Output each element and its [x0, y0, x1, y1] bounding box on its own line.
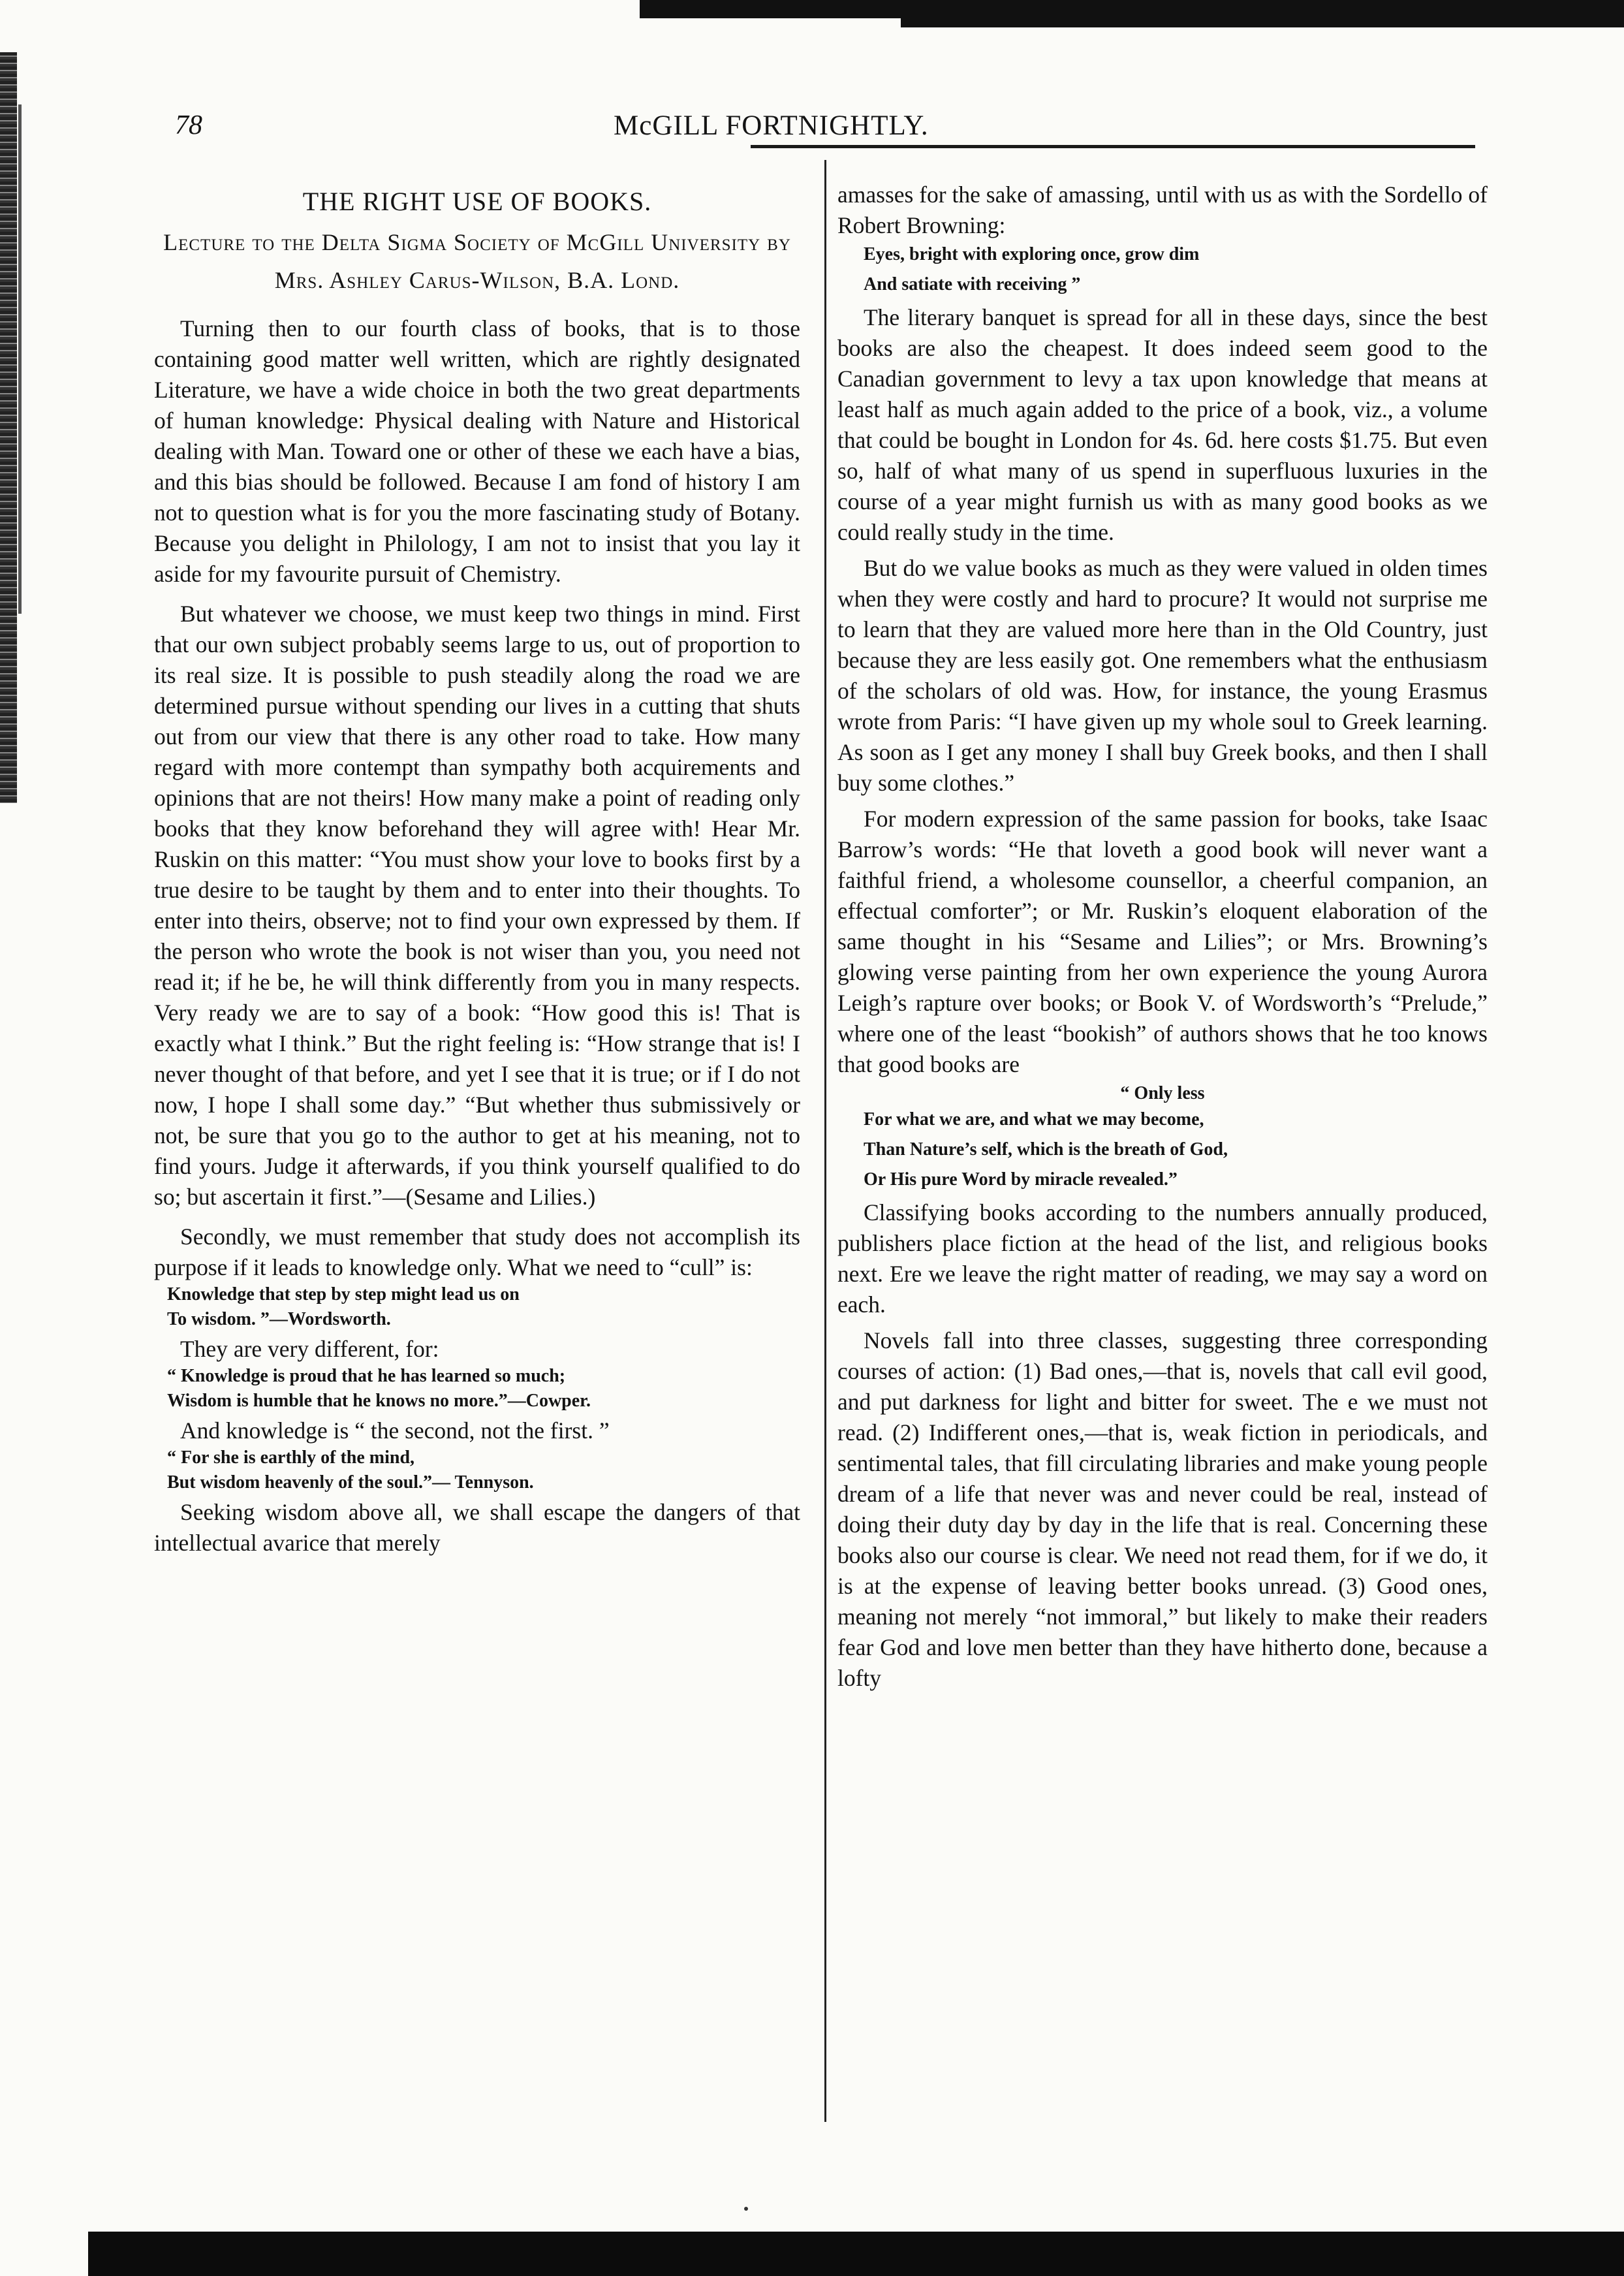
verse-line: Or His pure Word by miracle revealed.”: [864, 1169, 1178, 1190]
scan-edge-top: [640, 0, 1624, 18]
verse-line: Wisdom is humble that he knows no more.”—Cowper.: [167, 1391, 591, 1411]
paragraph: The literary banquet is spread for all in these days, since the best books are also the cheapest. It does indeed seem good to the Canadian government to levy a tax upon knowledge that means at least half as much again added to the price of a book, viz., a volume that could be bought in London for 4s. 6d. here costs $1.75. But even so, half of what many of us spend in superfluous luxuries in the course of a year might furnish us with as many good books as we could really study in the time.: [837, 304, 1488, 545]
verse-line: For what we are, and what we may become,: [864, 1109, 1204, 1130]
verse-line: Than Nature’s self, which is the breath of God,: [864, 1139, 1228, 1160]
scan-edge-bottom: [88, 2232, 1624, 2276]
page-header: [175, 110, 1471, 150]
verse-line: To wisdom. ”—Wordsworth.: [167, 1309, 391, 1329]
left-column: [154, 180, 800, 1558]
right-column: [837, 180, 1488, 1694]
paragraph: For modern expression of the same passion for books, take Isaac Barrow’s words: “He that loveth a good book will never want a faithful friend, a wholesome counsellor, a cheerful companion, an effectual comforter”; or Mr. Ruskin’s eloquent elaboration of the same thought in his “Sesame and Lilies”; or Mrs. Browning’s glowing verse painting from her own experience the young Aurora Leigh’s rapture over books; or Book V. of Wordsworth’s “Prelude,” where one of the least “bookish” of authors shows that he too knows that good books are: [837, 806, 1488, 1077]
verse-line: “ Only less: [1120, 1083, 1205, 1103]
verse-line: And satiate with receiving ”: [864, 274, 1081, 294]
print-speck: [744, 2207, 748, 2211]
verse-line: Knowledge that step by step might lead us on: [167, 1284, 520, 1304]
verse-line: But wisdom heavenly of the soul.”— Tennyson.: [167, 1472, 534, 1493]
paragraph: Seeking wisdom above all, we shall escape the dangers of that intellectual avarice that merely: [154, 1499, 800, 1556]
verse-line: “ For she is earthly of the mind,: [167, 1447, 415, 1468]
paragraph: amasses for the sake of amassing, until with us as with the Sordello of Robert Browning:: [837, 182, 1488, 238]
paragraph: Novels fall into three classes, suggesting three corresponding courses of action: (1) Bad ones,—that is, novels that call evil good, and put darkness for light and bitter for sweet. The e we must not read. (2) Indifferent ones,—that is, weak fiction in periodicals, and sentimental tales, that fill circulating libraries and make young people dream of a life that never was and never could be real, instead of doing their duty day by day in the life that is real. Concerning these books also our course is clear. We need not read them, for if we do, it is at the expense of leaving better books unread. (3) Good ones, meaning not merely “not immoral,” but likely to make their readers fear God and love men better than they have hitherto done, because a lofty: [837, 1327, 1488, 1691]
verse-line: Eyes, bright with exploring once, grow dim: [864, 244, 1200, 264]
page-number: 78: [175, 110, 202, 140]
article-subtitle: Lecture to the Delta Sigma Society of McGill University by Mrs. Ashley Carus-Wilson, B.A. Lond.: [163, 229, 791, 293]
paragraph: But whatever we choose, we must keep two things in mind. First that our own subject probably seems large to us, out of proportion to its real size. It is possible to push steadily along the road we are determined pursue without spending our lives in a cutting that shuts out from our view that there is any other road to take. How many regard with more contempt than sympathy both acquirements and opinions that are not theirs! How many make a point of reading only books that they know beforehand they will agree with! Hear Mr. Ruskin on this matter: “You must show your love to books first by a true desire to be taught by them and to enter into their thoughts. To enter into theirs, observe; not to find your own expressed by them. If the person who wrote the book is not wiser than you, you need not read it; if he be, he will think differently from you in many respects. Very ready we are to say of a book: “How good this is! That is exactly what I think.” But the right feeling is: “How strange that is! I never thought of that before, and yet I see that it is true; or if I do not now, I hope I shall some day.” “But whether thus submissively or not, be sure that you go to the author to get at his meaning, not to find yours. Judge it afterwards, if you think yourself qualified to do so; but ascertain it first.”—(Sesame and Lilies.): [154, 601, 800, 1210]
header-rule: [751, 145, 1475, 148]
running-head: McGILL FORTNIGHTLY.: [614, 110, 929, 141]
paragraph: But do we value books as much as they were valued in olden times when they were costly and hard to procure? It would not surprise me to learn that they are valued more here than in the Old Country, just because they are less easily got. One remembers what the enthusiasm of the scholars of old was. How, for instance, the young Erasmus wrote from Paris: “I have given up my whole soul to Greek learning. As soon as I get any money I shall buy Greek books, and then I shall buy some clothes.”: [837, 555, 1488, 796]
paragraph: They are very different, for:: [180, 1336, 439, 1362]
paragraph: And knowledge is “ the second, not the first. ”: [180, 1417, 610, 1444]
column-divider: [824, 160, 826, 2122]
scan-edge-left-line: [18, 104, 22, 614]
paragraph: Classifying books according to the numbers annually produced, publishers place fiction at the head of the list, and religious books next. Ere we leave the right matter of reading, we may say a word on each.: [837, 1199, 1488, 1318]
article-title: THE RIGHT USE OF BOOKS.: [302, 187, 652, 216]
scan-edge-left: [0, 52, 17, 803]
paragraph: Secondly, we must remember that study does not accomplish its purpose if it leads to knowledge only. What we need to “cull” is:: [154, 1224, 800, 1280]
verse-line: “ Knowledge is proud that he has learned so much;: [167, 1366, 566, 1386]
scan-edge-top-inner: [901, 18, 1624, 27]
paragraph: Turning then to our fourth class of books, that is to those containing good matter well written, which are rightly designated Literature, we have a wide choice in both the two great departments of human knowledge: Physical dealing with Nature and Historical dealing with Man. Toward one or other of these we each have a bias, and this bias should be followed. Because I am fond of history I am not to question what is for you the more fascinating study of Botany. Because you delight in Philology, I am not to insist that you lay it aside for my favourite pursuit of Chemistry.: [154, 315, 800, 587]
